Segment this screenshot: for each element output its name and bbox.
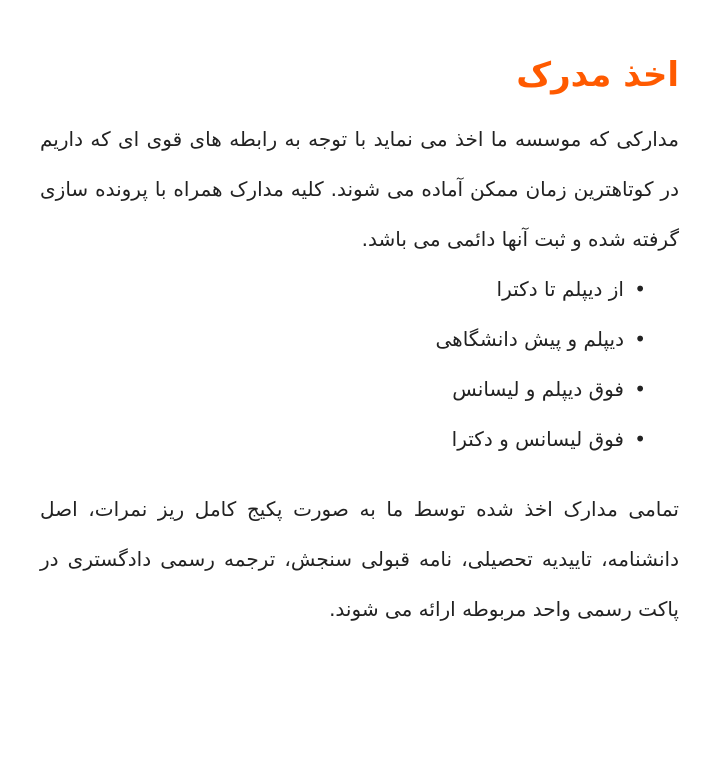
bullet-icon: •	[634, 277, 646, 301]
list-item	[40, 364, 679, 414]
list-item-label: فوق لیسانس و دکترا	[451, 427, 624, 451]
list-item	[40, 414, 679, 464]
list-item-label: از دیپلم تا دکترا	[496, 277, 624, 301]
list-item	[40, 314, 679, 364]
section-title: اخذ مدرک	[516, 55, 679, 95]
intro-paragraph: مدارکی که موسسه ما اخذ می نماید با توجه به رابطه های قوی ای که داریم در کوتاهترین زمان ممکن آماده می شوند. کلیه مدارک همراه با پرونده سازی گرفته شده و ثبت آنها دائمی می باشد.	[40, 127, 679, 251]
degree-list	[40, 264, 679, 464]
bullet-icon: •	[634, 427, 646, 451]
list-item	[40, 264, 679, 314]
list-item-label: فوق دیپلم و لیسانس	[452, 377, 624, 401]
outro-paragraph: تمامی مدارک اخذ شده توسط ما به صورت پکیج کامل ریز نمرات، اصل دانشنامه، تاییدیه تحصیلی، نامه قبولی سنجش، ترجمه رسمی دادگستری در پاکت رسمی واحد مربوطه ارائه می شوند.	[40, 497, 679, 621]
bullet-icon: •	[634, 377, 646, 401]
list-item-label: دیپلم و پیش دانشگاهی	[435, 327, 624, 351]
bullet-icon: •	[634, 327, 646, 351]
